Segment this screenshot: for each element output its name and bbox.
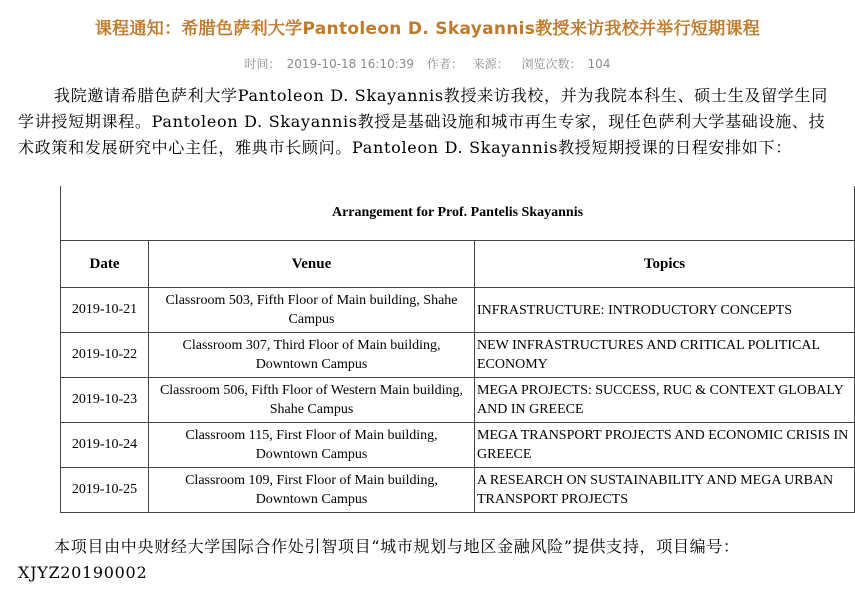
view-count — [519, 57, 614, 71]
row-venue: Classroom 506, Fifth Floor of Western Main building, Shahe Campus — [149, 378, 475, 423]
time-value: 2019-10-18 16:10:39 — [286, 57, 415, 71]
row-date: 2019-10-25 — [61, 468, 149, 513]
schedule-caption: Arrangement for Prof. Pantelis Skayannis — [61, 186, 855, 241]
row-venue: Classroom 307, Third Floor of Main building, Downtown Campus — [149, 333, 475, 378]
schedule-table — [60, 186, 855, 513]
table-row — [61, 288, 855, 333]
header-date: Date — [61, 241, 149, 288]
article-meta — [0, 55, 855, 72]
row-date: 2019-10-21 — [61, 288, 149, 333]
publish-time — [242, 57, 417, 71]
table-row — [61, 378, 855, 423]
header-topics: Topics — [475, 241, 855, 288]
row-topic: INFRASTRUCTURE: INTRODUCTORY CONCEPTS — [475, 288, 855, 333]
row-venue: Classroom 115, First Floor of Main building, Downtown Campus — [149, 423, 475, 468]
row-venue: Classroom 503, Fifth Floor of Main building, Shahe Campus — [149, 288, 475, 333]
row-venue: Classroom 109, First Floor of Main building, Downtown Campus — [149, 468, 475, 513]
intro-paragraph: 我院邀请希腊色萨利大学Pantoleon D. Skayannis教授来访我校，并为我院本科生、硕士生及留学生同学讲授短期课程。Pantoleon D. Skayannis教授是基础设施和城市再生专家，现任色萨利大学基础设施、技术政策和发展研究中心主任，雅典市长顾问。Pantoleon D. Skayannis教授短期授课的日程安排如下： — [18, 86, 828, 157]
row-date: 2019-10-23 — [61, 378, 149, 423]
header-row — [61, 241, 855, 288]
row-topic: MEGA PROJECTS: SUCCESS, RUC & CONTEXT GLOBALY AND IN GREECE — [475, 378, 855, 423]
article-title: 课程通知：希腊色萨利大学Pantoleon D. Skayannis教授来访我校并举行短期课程 — [94, 19, 761, 39]
row-date: 2019-10-24 — [61, 423, 149, 468]
table-row — [61, 423, 855, 468]
row-topic: NEW INFRASTRUCTURES AND CRITICAL POLITICAL ECONOMY — [475, 333, 855, 378]
row-date: 2019-10-22 — [61, 333, 149, 378]
table-row — [61, 468, 855, 513]
table-row — [61, 333, 855, 378]
time-label: 时间： — [244, 57, 281, 71]
views-label: 浏览次数： — [521, 57, 582, 71]
row-topic: A RESEARCH ON SUSTAINABILITY AND MEGA URBAN TRANSPORT PROJECTS — [475, 468, 855, 513]
row-topic: MEGA TRANSPORT PROJECTS AND ECONOMIC CRISIS IN GREECE — [475, 423, 855, 468]
views-value: 104 — [587, 57, 611, 71]
closing-paragraph: 本项目由中央财经大学国际合作处引智项目“城市规划与地区金融风险”提供支持，项目编号：XJYZ20190002 — [18, 537, 740, 582]
source-label: 来源： — [472, 57, 509, 71]
header-venue: Venue — [149, 241, 475, 288]
caption-row — [61, 186, 855, 241]
author-label: 作者： — [426, 57, 463, 71]
